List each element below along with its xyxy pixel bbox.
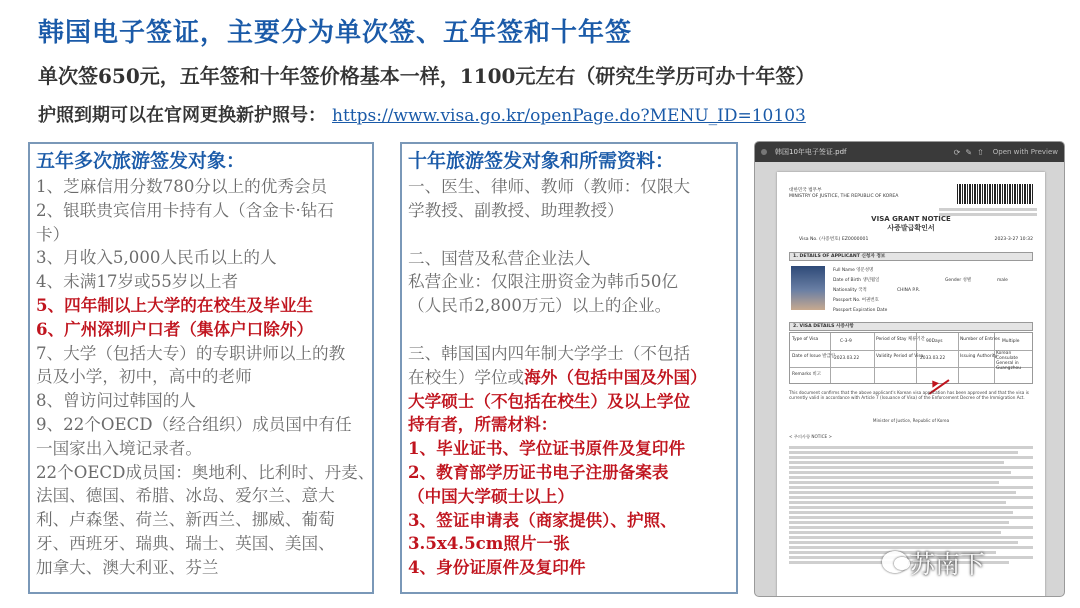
rotate-icon[interactable]: ⟳ xyxy=(953,147,961,157)
minister-signature: Minister of Justice, Republic of Korea xyxy=(872,418,950,423)
five-year-item: 牙、西班牙、瑞典、瑞士、英国、美国、 xyxy=(36,533,335,553)
visa-type-label: Type of Visa xyxy=(792,337,819,342)
five-year-item: 利、卢森堡、荷兰、新西兰、挪威、葡萄 xyxy=(36,510,335,530)
five-year-item: 3、月收入5,000人民币以上的人 xyxy=(36,248,277,268)
nationality-value: CHINA P.R. xyxy=(897,288,920,293)
gender-label: Gender 성별 xyxy=(945,278,972,283)
entries-label: Number of Entries xyxy=(960,337,1000,342)
five-year-item: 卡） xyxy=(36,224,70,244)
five-year-item: 6、广州深圳户口者（集体户口除外） xyxy=(36,318,314,339)
visa-grant-title-ko: 사증발급확인서 xyxy=(887,224,935,232)
applicant-section-header: 1. DETAILS OF APPLICANT 신청자 정보 xyxy=(789,252,1033,261)
ten-year-line: 2、教育部学历证书电子注册备案表 xyxy=(408,461,669,482)
ten-year-line: 三、韩国国内四年制大学学士（不包括 xyxy=(408,343,691,363)
dob-label: Date of Birth 생년월일 xyxy=(833,278,880,283)
visa-type-value: C-3-9 xyxy=(840,339,852,344)
pdf-filename: 韩国10年电子签证.pdf xyxy=(775,148,847,156)
open-with-preview-button[interactable]: Open with Preview xyxy=(992,148,1058,156)
ten-year-line: 4、身份证原件及复印件 xyxy=(408,557,586,578)
share-icon[interactable]: ⇧ xyxy=(977,147,984,157)
price-line: 单次签650元，五年签和十年签价格基本一样，1100元左右（研究生学历可办十年签） xyxy=(38,64,816,88)
visa-section-header: 2. VISA DETAILS 사증사항 xyxy=(789,322,1033,331)
ministry-header xyxy=(789,188,929,200)
renew-label: 护照到期可以在官网更换新护照号： xyxy=(38,105,326,126)
five-year-item: 22个OECD成员国：奥地利、比利时、丹麦、 xyxy=(36,462,375,482)
five-year-list xyxy=(36,175,375,580)
applicant-photo xyxy=(791,266,825,310)
ministry-en: MINISTRY OF JUSTICE, THE REPUBLIC OF KOREA xyxy=(789,194,899,199)
five-year-item: 员及小学，初中，高中的老师 xyxy=(36,367,252,387)
ten-year-line: 大学硕士（不包括在校生）及以上学位 xyxy=(408,390,691,411)
ten-year-line: （人民币2,800万元）以上的企业。 xyxy=(408,296,672,316)
ten-year-line: 持有者，所需材料： xyxy=(408,414,558,435)
ten-year-line: 私营企业：仅限注册资金为韩币50亿 xyxy=(408,272,679,292)
visa-grant-title xyxy=(777,215,1045,233)
visa-document xyxy=(777,172,1045,597)
watermark: 苏南下 xyxy=(910,550,986,579)
five-year-item: 1、芝麻信用分数780分以上的优秀会员 xyxy=(36,177,328,196)
issue-date-value: 2023.03.22 xyxy=(834,356,860,361)
remarks-label: Remarks 비고 xyxy=(792,372,822,377)
ten-year-line: 3、签证申请表（商家提供）、护照、 xyxy=(408,509,677,530)
five-year-item: 法国、德国、希腊、冰岛、爱尔兰、意大 xyxy=(36,486,335,506)
five-year-item: 7、大学（包括大专）的专职讲师以上的教 xyxy=(36,343,346,363)
stay-value: 90Days xyxy=(926,339,943,344)
full-name-label: Full Name 영문성명 xyxy=(833,268,874,273)
ten-year-heading: 十年旅游签发对象和所需资料： xyxy=(408,150,675,172)
five-year-box xyxy=(28,142,374,594)
five-year-item: 5、四年制以上大学的在校生及毕业生 xyxy=(36,294,314,315)
passport-label: Passport No. 여권번호 xyxy=(833,298,879,303)
five-year-item: 8、曾访问过韩国的人 xyxy=(36,391,196,411)
ten-year-line: 1、毕业证书、学位证书原件及复印件 xyxy=(408,438,686,459)
ten-year-line: 3.5x4.5cm照片一张 xyxy=(408,533,570,554)
authority-label: Issuing Authority xyxy=(960,354,998,359)
visa-number: Visa No. (사증번호) EZ0000001 xyxy=(799,237,869,242)
markup-icon[interactable]: ✎ xyxy=(965,147,973,157)
ten-year-line-highlight: 海外（包括中国及外国） xyxy=(524,366,707,387)
visa-details-grid xyxy=(789,332,1033,384)
confirmation-paragraph: This document confirms that the above applicant's Korean visa application has been approved and that the visa is currently valid in accordance with Article 7 (Issuance of Visa) of the Enforcement Decree of the Immigration Act. xyxy=(789,390,1029,401)
pdf-preview-window[interactable] xyxy=(754,141,1065,597)
ten-year-line-part: 在校生）学位或 xyxy=(408,367,525,387)
close-dot-icon[interactable] xyxy=(761,149,767,155)
validity-value: 2033.03.22 xyxy=(920,356,946,361)
five-year-item: 9、22个OECD（经合组织）成员国中有任 xyxy=(36,414,352,434)
entries-value: Multiple xyxy=(1002,339,1020,344)
wechat-icon xyxy=(882,551,908,573)
ten-year-line: 二、国营及私营企业法人 xyxy=(408,248,591,268)
ten-year-box xyxy=(400,142,738,594)
ten-year-line xyxy=(408,366,730,390)
ten-year-line: 学教授、副教授、助理教授） xyxy=(408,200,624,220)
ten-year-line: 一、医生、律师、教师（教师：仅限大 xyxy=(408,177,691,196)
nationality-label: Nationality 국적 xyxy=(833,288,867,293)
page-title: 韩国电子签证，主要分为单次签、五年签和十年签 xyxy=(38,18,633,48)
ministry-ko: 대한민국 법무부 xyxy=(789,188,822,193)
validity-label: Validity Period of Visa xyxy=(876,354,924,359)
five-year-item: 2、银联贵宾信用卡持有人（含金卡·钻石 xyxy=(36,200,334,220)
issue-date-label: Date of Issue 발급일 xyxy=(792,354,835,359)
barcode xyxy=(957,184,1033,204)
five-year-item: 一国家出入境记录者。 xyxy=(36,438,202,458)
five-year-heading: 五年多次旅游签发对象： xyxy=(36,150,246,172)
renew-line xyxy=(38,101,806,127)
stay-label: Period of Stay 체류기간 xyxy=(876,337,925,342)
passport-expiration-label: Passport Expiration Date xyxy=(833,308,888,313)
five-year-item: 加拿大、澳大利亚、芬兰 xyxy=(36,557,219,577)
visa-issue-datetime: 2023-3-27 10:32 xyxy=(994,237,1033,242)
renew-link[interactable]: https://www.visa.go.kr/openPage.do?MENU_ID=10103 xyxy=(332,106,806,126)
notice-heading: < 주의사항 NOTICE > xyxy=(789,434,832,439)
visa-grant-title-en: VISA GRANT NOTICE xyxy=(871,215,951,223)
ten-year-line: （中国大学硕士以上） xyxy=(408,485,574,506)
authority-value: Korean Consulate General in Guangzhou xyxy=(996,351,1022,371)
five-year-item: 4、未满17岁或55岁以上者 xyxy=(36,272,239,292)
gender-value: male xyxy=(997,278,1008,283)
pdf-toolbar xyxy=(755,142,1064,162)
